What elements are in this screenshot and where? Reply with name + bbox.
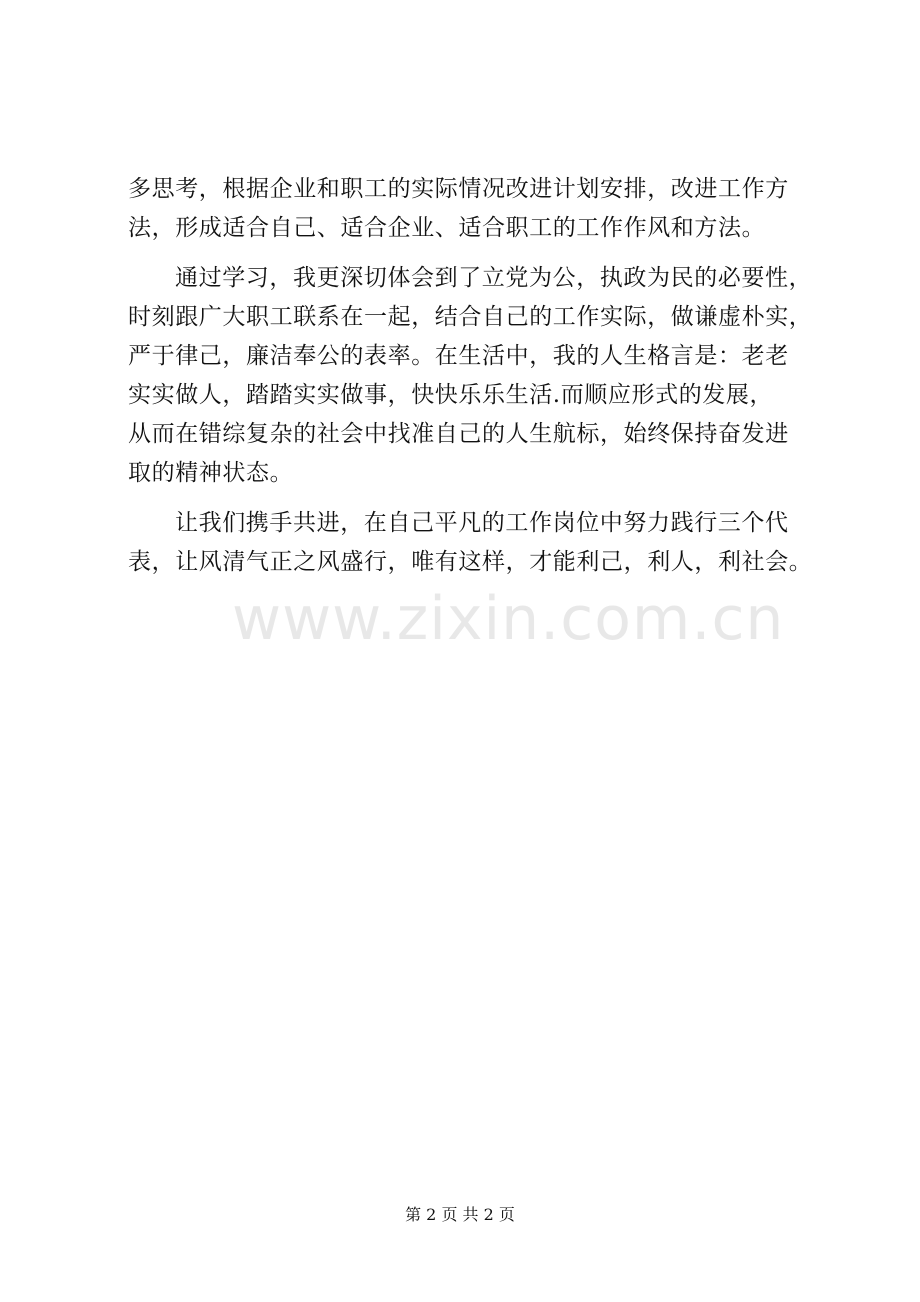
paragraph-2-line-2: 时刻跟广大职工联系在一起，结合自己的工作实际，做谦虚朴实， [128,304,813,330]
paragraph-2-line-1: 通过学习，我更深切体会到了立党为公，执政为民的必要性， [175,265,813,291]
paragraph-1-line-1: 多思考，根据企业和职工的实际情况改进计划安排，改进工作方 [128,176,789,202]
paragraph-2-line-4: 实实做人，踏踏实实做事，快快乐乐生活.而顺应形式的发展， [128,382,774,408]
paragraph-1-line-2: 法，形成适合自己、适合企业、适合职工的工作作风和方法。 [128,215,766,241]
paragraph-2-line-6: 取的精神状态。 [128,460,294,486]
watermark-text: www.zixin.com.cn [232,584,785,654]
paragraph-3-line-2: 表，让风清气正之风盛行，唯有这样，才能利己，利人，利社会。 [128,549,813,575]
paragraph-2-line-5: 从而在错综复杂的社会中找准自己的人生航标，始终保持奋发进 [128,421,789,447]
paragraph-gap [128,493,808,504]
paragraph-gap [128,248,808,259]
document-body [128,170,813,582]
paragraph-2-line-3: 严于律己，廉洁奉公的表率。在生活中，我的人生格言是：老老 [128,343,789,369]
paragraph-3-line-1: 让我们携手共进，在自己平凡的工作岗位中努力践行三个代 [175,510,789,536]
page-number-footer: 第 2 页 共 2 页 [405,1205,515,1224]
